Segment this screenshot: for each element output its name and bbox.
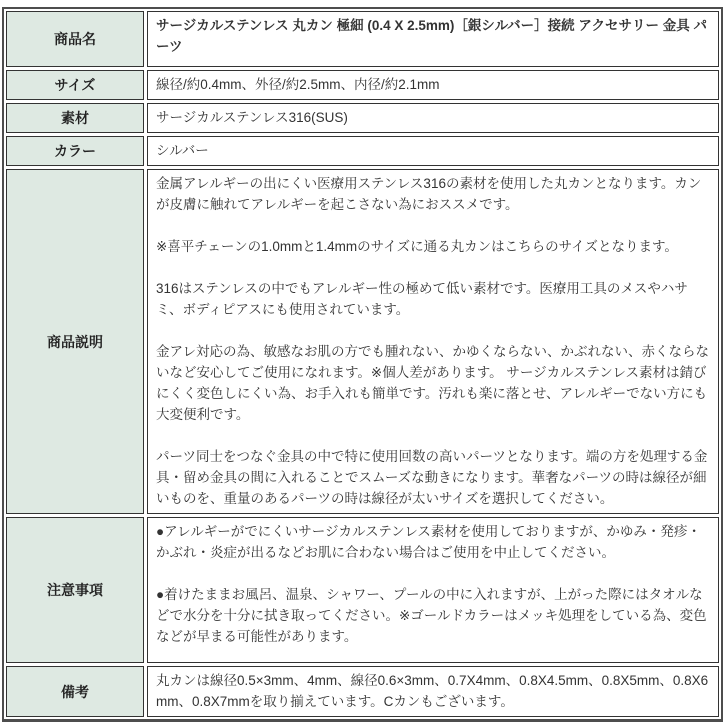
color-value: シルバー	[147, 136, 719, 166]
product-name-value: サージカルステンレス 丸カン 極細 (0.4 X 2.5mm)［銀シルバー］接続 アクセサリー 金具 パーツ	[147, 11, 719, 67]
size-value: 線径/約0.4mm、外径/約2.5mm、内径/約2.1mm	[147, 70, 719, 100]
description-paragraph: 金アレ対応の為、敏感なお肌の方でも腫れない、かゆくならない、かぶれない、赤くならないなど安心してご使用になれます。※個人差があります。 サージカルステンレス素材は錆びにくく変色しにくい為、お手入れも簡単です。汚れも楽に落とせ、アレルギーでない方にも大変便利です。	[156, 344, 709, 422]
row-header-product-name: 商品名	[6, 11, 144, 67]
row-color	[6, 136, 719, 166]
description-paragraph: 金属アレルギーの出にくい医療用ステンレス316の素材を使用した丸カンとなります。カンが皮膚に触れてアレルギーを起こさない為におススメです。	[156, 176, 702, 212]
row-header-precautions: 注意事項	[6, 517, 144, 663]
product-spec-table	[2, 7, 723, 722]
row-header-size: サイズ	[6, 70, 144, 100]
precautions-paragraph: ●アレルギーがでにくいサージカルステンレス素材を使用しておりますが、かゆみ・発疹・かぶれ・炎症が出るなどお肌に合わない場合はご使用を中止してください。	[156, 524, 701, 560]
product-spec-page	[0, 7, 725, 719]
precautions-paragraph: ●着けたままお風呂、温泉、シャワー、プールの中に入れますが、上がった際にはタオルなどで水分を十分に拭き取ってください。※ゴールドカラーはメッキ処理をしている為、変色などが早まる可能性があります。	[156, 587, 707, 644]
description-paragraph: ※喜平チェーンの1.0mmと1.4mmのサイズに通る丸カンはこちらのサイズとなります。	[156, 239, 678, 254]
row-description	[6, 169, 719, 514]
row-header-material: 素材	[6, 103, 144, 133]
description-paragraph: 316はステンレスの中でもアレルギー性の極めて低い素材です。医療用工具のメスやハサミ、ボディピアスにも使用されています。	[156, 281, 688, 317]
row-precautions	[6, 517, 719, 663]
remarks-value: 丸カンは線径0.5×3mm、4mm、線径0.6×3mm、0.7X4mm、0.8X4.5mm、0.8X5mm、0.8X6mm、0.8X7mmを取り揃えています。Cカンもございます。	[147, 666, 719, 717]
description-paragraph: パーツ同士をつなぐ金具の中で特に使用回数の高いパーツとなります。端の方を処理する金具・留め金具の間に入れることでスムーズな動きになります。華奢なパーツの時は線径が細いものを、重量のあるパーツの時は線径が太いサイズを選択してください。	[156, 449, 708, 506]
description-value	[147, 169, 719, 514]
row-header-color: カラー	[6, 136, 144, 166]
row-remarks	[6, 666, 719, 717]
row-header-description: 商品説明	[6, 169, 144, 514]
row-header-remarks: 備考	[6, 666, 144, 717]
precautions-value	[147, 517, 719, 663]
row-size	[6, 70, 719, 100]
row-product-name	[6, 11, 719, 67]
material-value: サージカルステンレス316(SUS)	[147, 103, 719, 133]
row-material	[6, 103, 719, 133]
